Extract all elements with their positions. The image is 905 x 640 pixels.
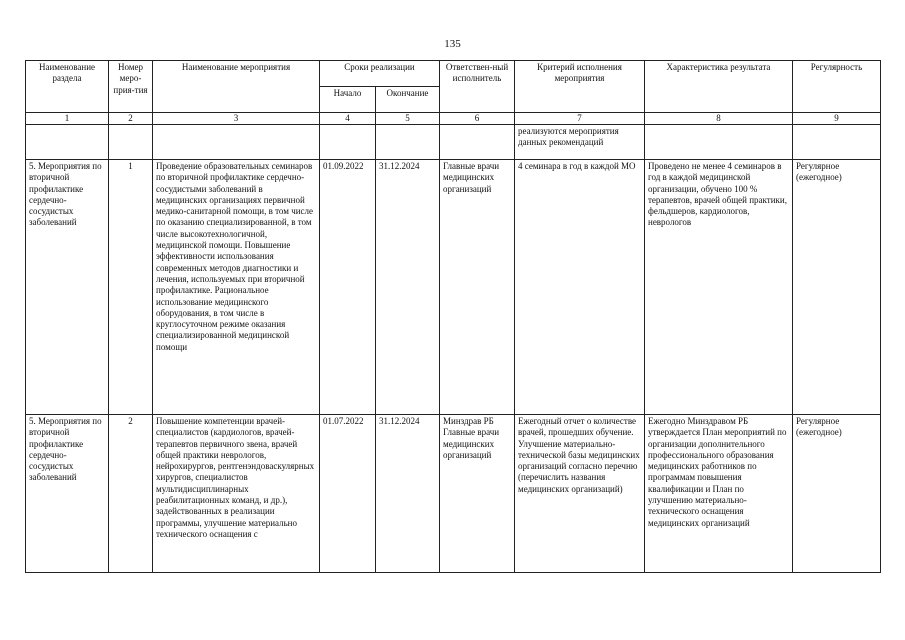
cell-section: 5. Мероприятия по вторичной профилактике сердечно-сосудистых заболеваний bbox=[26, 160, 109, 415]
measures-table bbox=[25, 60, 881, 573]
header-terms: Сроки реализации bbox=[320, 61, 440, 87]
column-number: 8 bbox=[645, 113, 793, 125]
cell-empty bbox=[376, 125, 440, 160]
cell-start: 01.07.2022 bbox=[320, 415, 376, 573]
cell-regularity: Регулярное (ежегодное) bbox=[793, 160, 881, 415]
cell-responsible: Главные врачи медицинских организаций bbox=[440, 160, 515, 415]
table-row-continued bbox=[26, 125, 881, 160]
column-number: 4 bbox=[320, 113, 376, 125]
page-number: 135 bbox=[444, 38, 461, 50]
column-number: 2 bbox=[109, 113, 153, 125]
header-measure: Наименование мероприятия bbox=[153, 61, 320, 113]
header-end: Окончание bbox=[376, 87, 440, 113]
header-start: Начало bbox=[320, 87, 376, 113]
header-regularity: Регулярность bbox=[793, 61, 881, 113]
cell-start: 01.09.2022 bbox=[320, 160, 376, 415]
cell-measure: Проведение образовательных семинаров по вторичной профилактике сердечно-сосудистыми заболеваний в медицинских организациях первичной медико-санитарной помощи, в том числе по оказанию специализированной, в том числе высокотехнологичной, медицинской помощи. Повышение эффективности использования современных методов диагностики и лечения, используемых при вторичной профилактике. Рациональное использование медицинского оборудования, в том числе в круглосуточном режиме оказания специализированной медицинской помощи bbox=[153, 160, 320, 415]
header-section: Наименование раздела bbox=[26, 61, 109, 113]
cell-regularity: Регулярное (ежегодное) bbox=[793, 415, 881, 573]
cell-end: 31.12.2024 bbox=[376, 415, 440, 573]
cell-result: Ежегодно Минздравом РБ утверждается План мероприятий по организации дополнительного профессионального образования медицинских работников по программам повышения квалификации и План по улучшению материально-технического оснащения медицинских организаций bbox=[645, 415, 793, 573]
cell-number: 1 bbox=[109, 160, 153, 415]
cell-measure: Повышение компетенции врачей-специалистов (кардиологов, врачей-терапевтов первичного звена, врачей общей практики неврологов, нейрохирургов, рентгенэндоваскулярных хирургов, специалистов мультидисциплинарных реабилитационных команд, и др.), задействованных в реализации программы, улучшение материально технического оснащения с bbox=[153, 415, 320, 573]
cell-empty bbox=[109, 125, 153, 160]
cell-empty bbox=[440, 125, 515, 160]
header-criterion: Критерий исполнения мероприятия bbox=[515, 61, 645, 113]
cell-empty bbox=[320, 125, 376, 160]
cell-number: 2 bbox=[109, 415, 153, 573]
cell-criterion: 4 семинара в год в каждой МО bbox=[515, 160, 645, 415]
column-number: 1 bbox=[26, 113, 109, 125]
table-row bbox=[26, 415, 881, 573]
cell-empty bbox=[153, 125, 320, 160]
header-result: Характеристика результата bbox=[645, 61, 793, 113]
column-number: 3 bbox=[153, 113, 320, 125]
cell-empty bbox=[26, 125, 109, 160]
header-responsible: Ответствен-ный исполнитель bbox=[440, 61, 515, 113]
column-number: 9 bbox=[793, 113, 881, 125]
cell-section: 5. Мероприятия по вторичной профилактике сердечно-сосудистых заболеваний bbox=[26, 415, 109, 573]
cell-responsible: Минздрав РБ Главные врачи медицинских организаций bbox=[440, 415, 515, 573]
cell-criterion: реализуются мероприятия данных рекомендаций bbox=[515, 125, 645, 160]
column-number-row bbox=[26, 113, 881, 125]
cell-empty bbox=[793, 125, 881, 160]
cell-end: 31.12.2024 bbox=[376, 160, 440, 415]
column-number: 5 bbox=[376, 113, 440, 125]
header-number: Номер меро-прия-тия bbox=[109, 61, 153, 113]
header-row bbox=[26, 61, 881, 87]
cell-result: Проведено не менее 4 семинаров в год в каждой медицинской организации, обучено 100 % терапевтов, врачей общей практики, фельдшеров, кардиологов, неврологов bbox=[645, 160, 793, 415]
table-row bbox=[26, 160, 881, 415]
cell-empty bbox=[645, 125, 793, 160]
column-number: 6 bbox=[440, 113, 515, 125]
column-number: 7 bbox=[515, 113, 645, 125]
cell-criterion: Ежегодный отчет о количестве врачей, прошедших обучение. Улучшение материально-технической базы медицинских организаций согласно перечню (перечислить названия медицинских организаций) bbox=[515, 415, 645, 573]
